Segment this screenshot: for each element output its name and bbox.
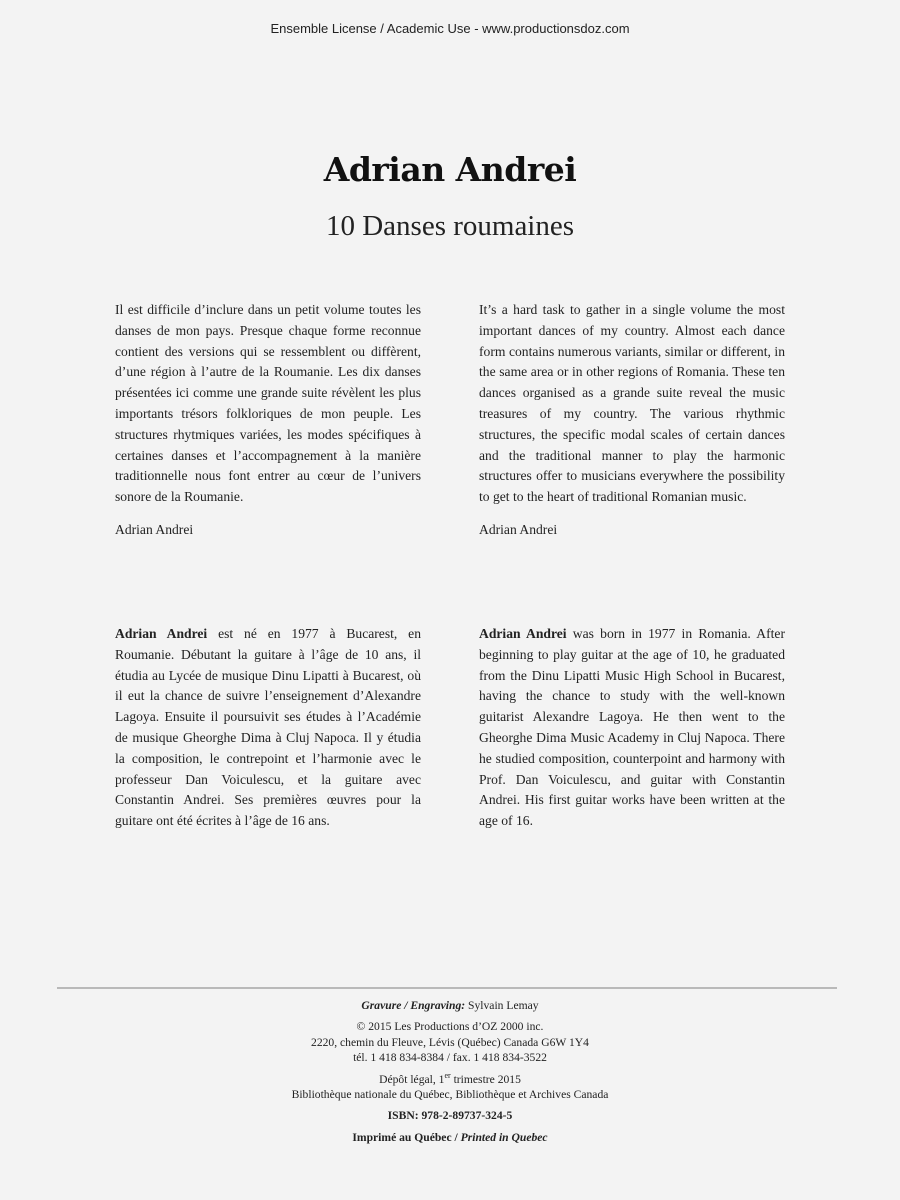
bio-english-paragraph: [479, 624, 785, 832]
work-subtitle: 10 Danses roumaines: [325, 210, 575, 242]
intro-french-text: Il est difficile d’inclure dans un petit volume toutes les danses de mon pays. Presque chaque forme reconnue contient des versions qui se ressemblent ou diffèrent, d’une région à l’autre de la Roumanie. Les dix danses présentées ici comme une grande suite révèlent les plus importants trésors folkloriques de mon peuple. Les structures rhytmiques variées, les modes spécifiques à certaines danses et l’accompagnement à la manière traditionnelle nous font entrer au cœur de l’univers sonore de la Roumanie.: [115, 302, 421, 505]
bio-english: [479, 624, 785, 832]
bio-english-name: Adrian Andrei: [479, 626, 567, 641]
engraving-label: Gravure / Engraving: [361, 999, 462, 1012]
library-line: Bibliothèque nationale du Québec, Bibliothèque et Archives Canada: [291, 1088, 609, 1102]
license-header: Ensemble License / Academic Use - www.productionsdoz.com: [270, 21, 630, 36]
intro-english-signature: Adrian Andrei: [479, 521, 558, 537]
phone-line: tél. 1 418 834-8384 / fax. 1 418 834-3522: [353, 1051, 547, 1065]
bio-french: [115, 624, 421, 832]
divider-rule: [57, 987, 837, 989]
intro-english-text: It’s a hard task to gather in a single volume the most important dances of my country. Almost each dance form contains numerous variants, similar or different, in the same area or in other regions of Romania. These ten dances organised as a grande suite reveal the music treasures of my country. The various rhythmic structures, the specific modal scales of certain dances and the traditional manner to play the harmonic structures offer to musicians everywhere the possibility to get to the heart of traditional Romanian music.: [479, 302, 785, 505]
intro-english: [479, 300, 785, 541]
bio-english-text: was born in 1977 in Romania. After beginning to play guitar at the age of 10, he graduated from the Dinu Lipatti Music High School in Bucarest, having the chance to study with the well-known guitarist Alexandre Lagoya. He then went to the Gheorghe Dima Music Academy in Cluj Napoca. There he studied composition, counterpoint and harmony with Prof. Dan Voiculescu, and guitar with Constantin Andrei. His first guitar works have been written at the age of 16.: [479, 626, 785, 829]
legal-deposit-suffix: trimestre 2015: [450, 1072, 521, 1086]
address-line: 2220, chemin du Fleuve, Lévis (Québec) Canada G6W 1Y4: [311, 1035, 589, 1049]
composer-title: Adrian Andrei: [323, 150, 577, 189]
bio-french-name: Adrian Andrei: [115, 626, 208, 641]
isbn-line: ISBN: 978-2-89737-324-5: [387, 1109, 513, 1123]
printed-line: [0, 1130, 900, 1145]
legal-deposit-prefix: Dépôt légal, 1: [379, 1072, 445, 1086]
colophon: [0, 998, 900, 1145]
copyright-line: © 2015 Les Productions d’OZ 2000 inc.: [356, 1020, 544, 1034]
legal-deposit-superscript: er: [444, 1070, 451, 1080]
printed-english: Printed in Quebec: [460, 1130, 548, 1144]
legal-deposit-line: [0, 1072, 900, 1087]
engraver-name: Sylvain Lemay: [468, 999, 539, 1012]
bio-french-paragraph: [115, 624, 421, 832]
intro-french-signature: Adrian Andrei: [115, 521, 194, 537]
intro-french: [115, 300, 421, 541]
bio-french-text: est né en 1977 à Bucarest, en Roumanie. Débutant la guitare à l’âge de 10 ans, il étudia au Lycée de musique Dinu Lipatti à Bucarest, où il eut la chance de suivre l’enseignement d’Alexandre Lagoya. Ensuite il poursuivit ses études à l’Académie de musique Gheorghe Dima à Cluj Napoca. Il y étudia la composition, le contrepoint et l’harmonie avec le professeur Dan Voiculescu, et la guitare avec Constantin Andrei. Ses premières œuvres pour la guitare ont été écrites à l’âge de 16 ans.: [115, 626, 422, 829]
engraving-line: [0, 998, 900, 1013]
printed-french: Imprimé au Québec /: [352, 1130, 461, 1144]
engraving-separator: :: [461, 999, 469, 1012]
